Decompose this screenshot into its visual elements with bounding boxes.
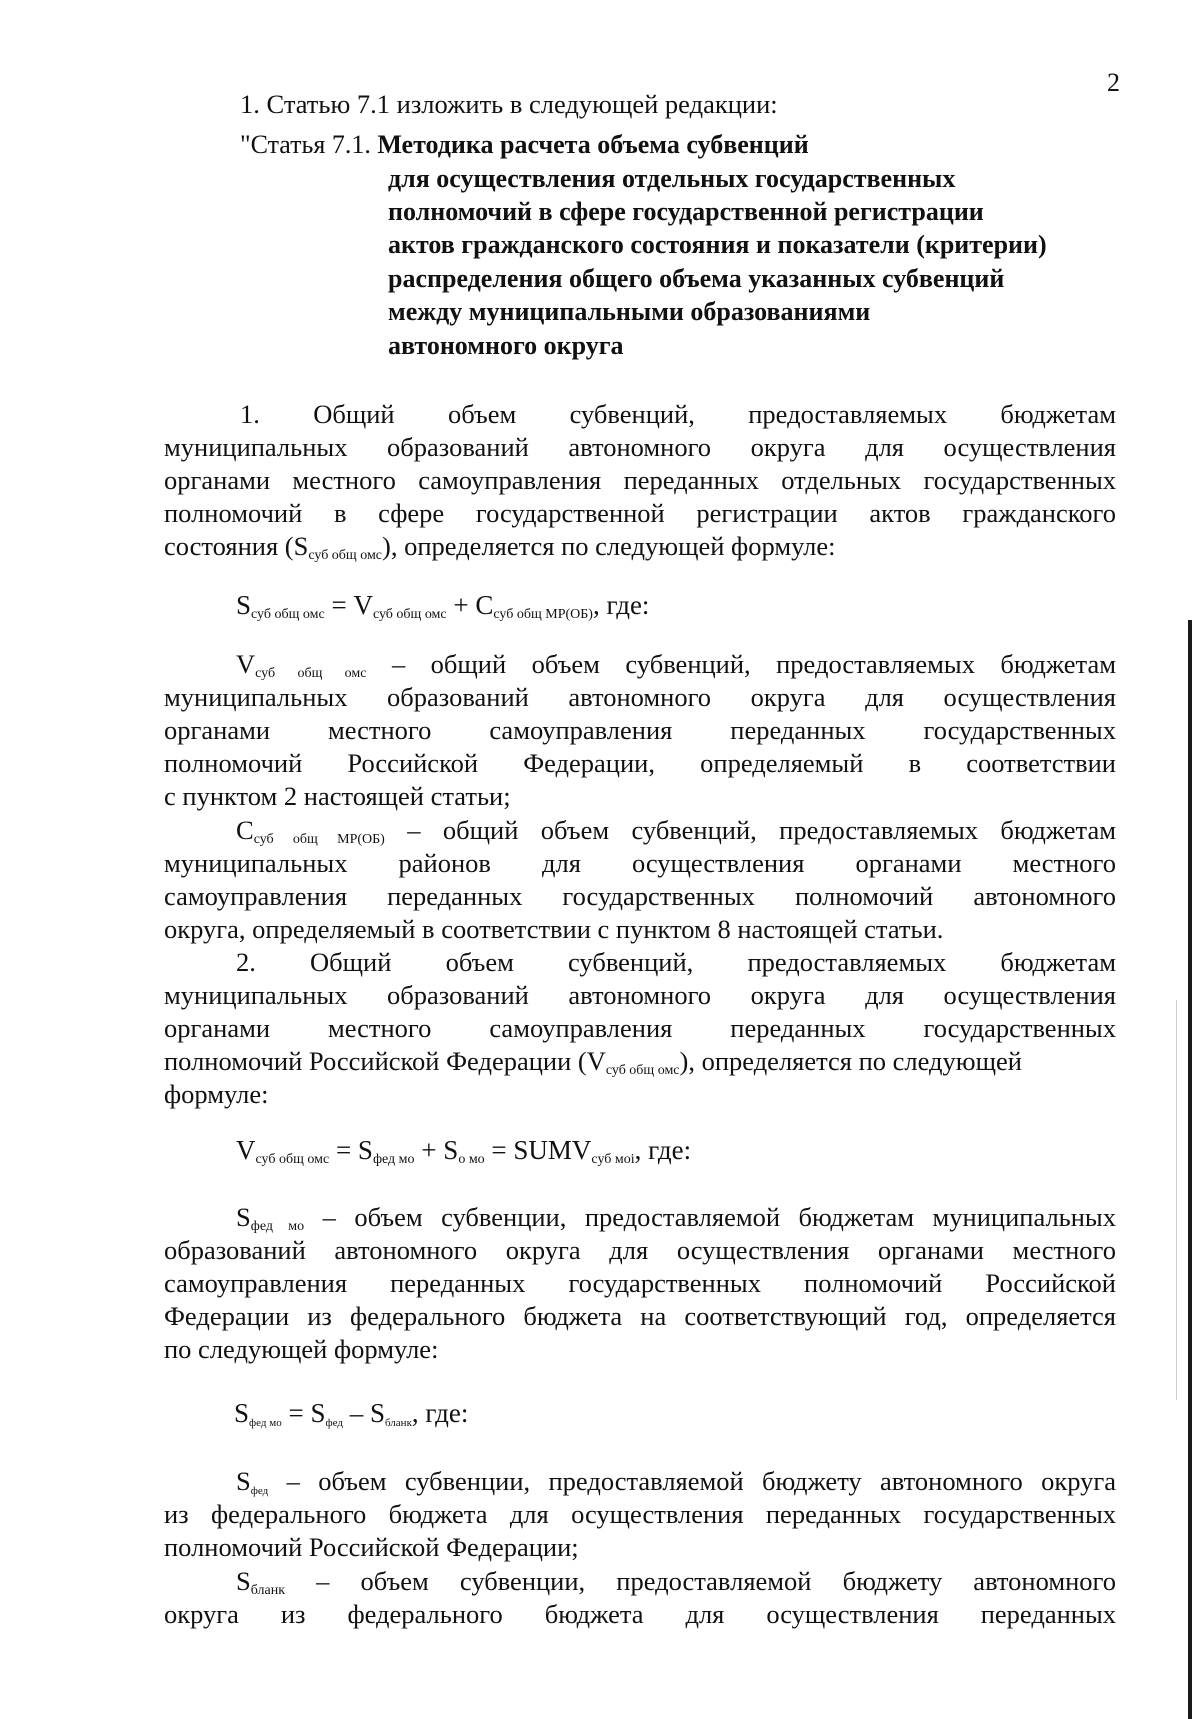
def-v-first: – общий объем субвенций, предоставляемых бюджетам: [366, 649, 1116, 679]
f1-plus: +: [446, 590, 476, 620]
article-title-line-2: для осуществления отдельных государственных: [388, 164, 956, 193]
def-sblank-line-2: округа из федерального бюджета для осуществления переданных: [164, 1599, 1116, 1629]
def-v-sym: V: [236, 649, 256, 679]
f1-c: C: [475, 590, 494, 620]
p1-line-5: [164, 530, 1116, 562]
scan-edge-faint: [1176, 1000, 1177, 1400]
f2-eq2: = SUMV: [484, 1135, 592, 1165]
def-sfedmo-line-1: [236, 1201, 1116, 1233]
f3-s1-sub: фед мо: [249, 1417, 282, 1429]
def-c-first: – общий объем субвенций, предоставляемых бюджетам: [384, 815, 1116, 845]
def-sfedmo-sub: фед мо: [250, 1219, 305, 1234]
p2-line-1: 2. Общий объем субвенций, предоставляемых бюджетам: [236, 947, 1116, 977]
def-v-line-3: органами местного самоуправления переданных государственных: [164, 715, 1116, 745]
f2-sum-sub: суб моi: [591, 1152, 635, 1167]
def-v-sub: суб общ омс: [255, 666, 367, 681]
f2-v: V: [236, 1135, 256, 1165]
def-sfed-sym: S: [236, 1466, 251, 1496]
def-sfedmo-line-4: Федерации из федерального бюджета на соответствующий год, определяется: [164, 1301, 1116, 1331]
f1-v: V: [353, 590, 373, 620]
p1-line-4: полномочий в сфере государственной регистрации актов гражданского: [164, 498, 1116, 528]
f1-s-sub: суб общ омс: [251, 607, 325, 622]
p2-line-4: [164, 1045, 1116, 1077]
def-c-sym: C: [236, 815, 254, 845]
article-title-line-5: распределения общего объема указанных субвенций: [388, 264, 1005, 293]
def-v-line-4: полномочий Российской Федерации, определяемый в соответствии: [164, 748, 1116, 778]
formula-1: [236, 588, 649, 622]
f1-eq: =: [324, 590, 354, 620]
def-sfed-sub: фед: [250, 1485, 269, 1497]
f3-s2: S: [310, 1398, 326, 1428]
def-c-line-2: муниципальных районов для осуществления органами местного: [164, 848, 1116, 878]
def-sfedmo-line-2: образований автономного округа для осуществления органами местного: [164, 1235, 1116, 1265]
def-c-sub: суб общ МР(ОБ): [253, 832, 385, 847]
f1-v-sub: суб общ омс: [372, 607, 447, 622]
formula-2: [236, 1133, 691, 1167]
def-v-line-1: [236, 648, 1116, 680]
p2-line-2: муниципальных образований автономного округа для осуществления: [164, 980, 1116, 1010]
f1-s: S: [236, 590, 252, 620]
f3-minus: –: [342, 1398, 370, 1428]
p1-last-post: ), определяется по следующей формуле:: [382, 531, 836, 561]
def-sfedmo-line-3: самоуправления переданных государственных полномочий Российской: [164, 1268, 1116, 1298]
p2-pre: полномочий Российской Федерации (V: [164, 1046, 606, 1076]
f3-s2-sub: фед: [325, 1417, 343, 1429]
p1-line-2: муниципальных образований автономного округа для осуществления: [164, 432, 1116, 462]
def-c-line-3: самоуправления переданных государственных полномочий автономного: [164, 881, 1116, 911]
def-sblank-line-1: [236, 1565, 1116, 1597]
def-sblank-sub: бланк: [250, 1583, 286, 1598]
def-sblank-first: – объем субвенции, предоставляемой бюджету автономного: [285, 1566, 1116, 1596]
article-title-line-3: полномочий в сфере государственной регистрации: [388, 197, 984, 226]
p1-line-3: органами местного самоуправления переданных отдельных государственных: [164, 465, 1116, 495]
f3-s1: S: [234, 1398, 250, 1428]
def-sfedmo-sym: S: [236, 1202, 251, 1232]
f2-s1: S: [357, 1135, 373, 1165]
def-sfed-line-2: из федерального бюджета для осуществления переданных государственных: [164, 1499, 1116, 1529]
formula-3: [234, 1396, 468, 1430]
def-sfed-line-3: полномочий Российской Федерации;: [164, 1532, 579, 1562]
p1-last-sub: суб общ омс: [308, 548, 383, 563]
def-c-line-1: [236, 814, 1116, 846]
def-v-line-2: муниципальных образований автономного округа для осуществления: [164, 682, 1116, 712]
f2-v-sub: суб общ омс: [255, 1152, 330, 1167]
f2-s2: S: [443, 1135, 459, 1165]
scan-edge: [1188, 620, 1192, 1719]
f3-s3-sub: бланк: [384, 1417, 412, 1429]
article-title-line-1: Методика расчета объема субвенций: [377, 130, 809, 159]
p1-line-1: 1. Общий объем субвенций, предоставляемых бюджетам: [240, 399, 1116, 429]
f2-s2-sub: о мо: [458, 1152, 485, 1167]
def-c-line-4: округа, определяемый в соответствии с пунктом 8 настоящей статьи.: [164, 914, 944, 944]
f2-tail: , где:: [634, 1135, 692, 1165]
page-number: 2: [1107, 68, 1120, 97]
def-sfed-line-1: [236, 1465, 1116, 1497]
def-sblank-sym: S: [236, 1566, 251, 1596]
def-sfed-first: – объем субвенции, предоставляемой бюджету автономного округа: [268, 1466, 1116, 1496]
f3-s3: S: [369, 1398, 385, 1428]
def-sfedmo-line-5: по следующей формуле:: [164, 1334, 439, 1364]
p2-line-3: органами местного самоуправления переданных государственных: [164, 1013, 1116, 1043]
article-title-line-6: между муниципальными образованиями: [388, 297, 871, 326]
article-title-line-4: актов гражданского состояния и показатели (критерии): [388, 230, 1047, 259]
article-title-line-7: автономного округа: [388, 331, 624, 360]
f1-c-sub: суб общ МР(ОБ): [493, 607, 593, 622]
p1-last-pre: состояния (S: [164, 531, 309, 561]
f2-plus: +: [414, 1135, 444, 1165]
article-heading: [240, 128, 809, 161]
f3-eq: =: [281, 1398, 311, 1428]
def-sfedmo-first: – объем субвенции, предоставляемой бюджетам муниципальных: [304, 1202, 1116, 1232]
intro-line: 1. Статью 7.1 изложить в следующей редакции:: [240, 89, 778, 119]
p2-line-5: формуле:: [164, 1079, 269, 1109]
def-v-line-5: с пунктом 2 настоящей статьи;: [164, 781, 511, 811]
article-prefix: "Статья 7.1.: [240, 130, 378, 159]
f1-tail: , где:: [592, 590, 650, 620]
f3-tail: , где:: [411, 1398, 469, 1428]
p2-sub: суб общ омс: [605, 1063, 680, 1078]
f2-eq: =: [329, 1135, 358, 1165]
f2-s1-sub: фед мо: [372, 1152, 415, 1167]
p2-post: ), определяется по следующей: [679, 1046, 1022, 1076]
